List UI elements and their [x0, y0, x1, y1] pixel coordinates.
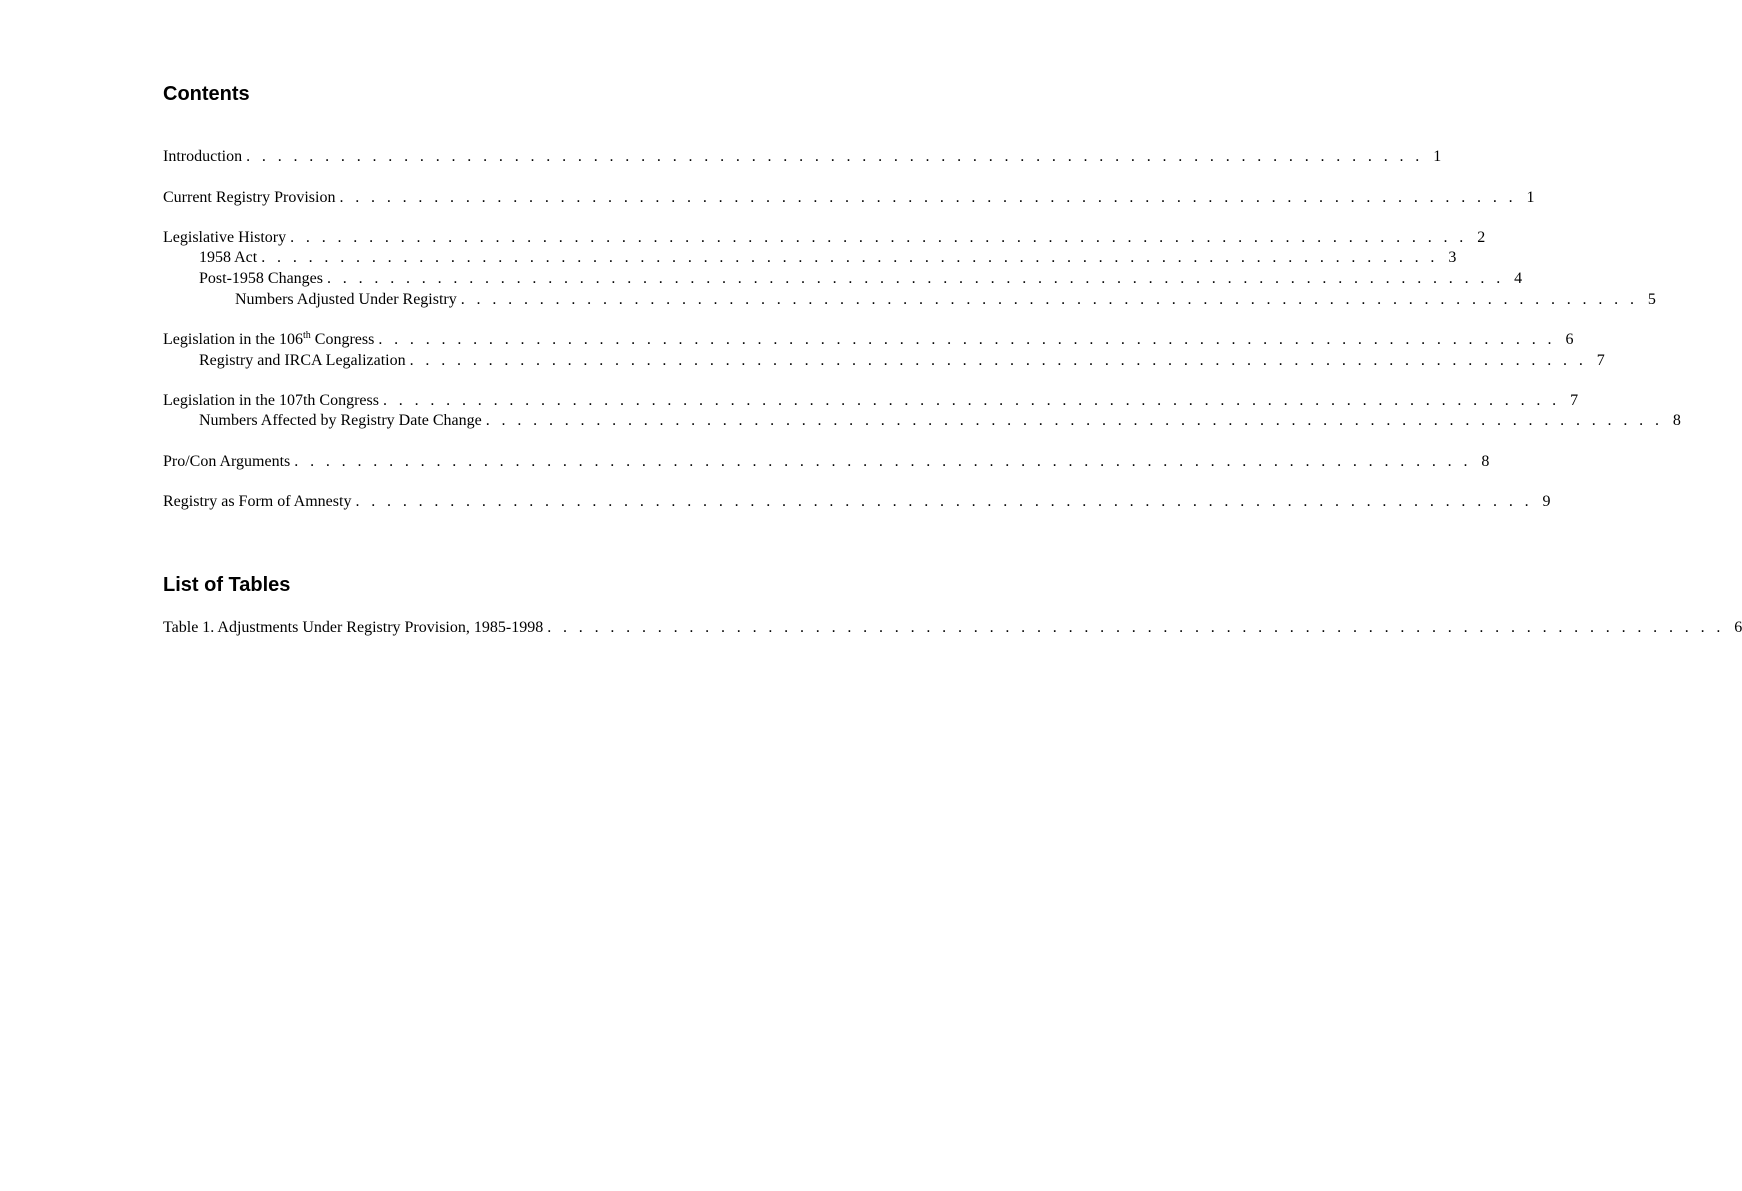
toc-entry-1958-act[interactable] [163, 248, 1457, 268]
toc-entry-title: Numbers Affected by Registry Date Change [199, 411, 486, 431]
toc-page-number: 5 [1647, 291, 1656, 308]
toc-page-number: 6 [1565, 331, 1574, 348]
toc-page-number: 8 [1672, 412, 1681, 429]
toc-entry-title-pre: Legislation in the 106 [163, 331, 303, 348]
toc-entry-title-post: Congress [310, 331, 375, 348]
toc-entry-legislation-106th[interactable] [163, 330, 1574, 350]
toc-entry-title [163, 330, 378, 350]
toc-page-number: 7 [1596, 352, 1605, 369]
toc-page-number: 6 [1734, 619, 1742, 636]
toc-entry-title: Current Registry Provision [163, 188, 339, 208]
dot-leader: . . . . . . . . . . . . . . . . . . . . . . . . . . . . . . . . . . . . . . . . . . . . . . . . . . . . . . . . . . . . . . . . . . . . . . . . . . . [409, 352, 1587, 369]
toc-page-number: 1 [1433, 148, 1442, 165]
contents-heading: Contents [163, 83, 250, 105]
toc-page-number: 9 [1542, 493, 1551, 510]
toc-page-number: 2 [1477, 229, 1486, 246]
toc-entry-registry-irca[interactable] [163, 351, 1605, 371]
toc-entry-title: Registry as Form of Amnesty [163, 492, 355, 512]
dot-leader: . . . . . . . . . . . . . . . . . . . . . . . . . . . . . . . . . . . . . . . . . . . . . . . . . . . . . . . . . . . . . . . . . . . . . . . . . . . [378, 331, 1556, 348]
dot-leader: . . . . . . . . . . . . . . . . . . . . . . . . . . . . . . . . . . . . . . . . . . . . . . . . . . . . . . . . . . . . . . . . . . . . . . . . . . . [261, 249, 1439, 266]
toc-entry-pro-con[interactable] [163, 452, 1490, 472]
toc-entry-title: Registry and IRCA Legalization [199, 351, 410, 371]
dot-leader: . . . . . . . . . . . . . . . . . . . . . . . . . . . . . . . . . . . . . . . . . . . . . . . . . . . . . . . . . . . . . . . . . . . . . . . . . . . [382, 392, 1561, 409]
toc-entry-legislation-107th[interactable] [163, 391, 1579, 411]
toc-entry-title: Introduction [163, 147, 246, 167]
toc-page-number: 7 [1570, 392, 1579, 409]
toc-entry-title: Pro/Con Arguments [163, 452, 294, 472]
dot-leader: . . . . . . . . . . . . . . . . . . . . . . . . . . . . . . . . . . . . . . . . . . . . . . . . . . . . . . . . . . . . . . . . . . . . . . . . . . . [485, 412, 1663, 429]
toc-entry-table-1[interactable] [163, 618, 1742, 638]
dot-leader: . . . . . . . . . . . . . . . . . . . . . . . . . . . . . . . . . . . . . . . . . . . . . . . . . . . . . . . . . . . . . . . . . . . . . . . . . . . [339, 189, 1517, 206]
toc-entry-title: 1958 Act [199, 248, 261, 268]
toc-page-number: 4 [1514, 270, 1523, 287]
toc-entry-numbers-affected[interactable] [163, 411, 1681, 431]
toc-entry-title: Legislative History [163, 228, 290, 248]
dot-leader: . . . . . . . . . . . . . . . . . . . . . . . . . . . . . . . . . . . . . . . . . . . . . . . . . . . . . . . . . . . . . . . . . . . . . . . . . . . [246, 148, 1424, 165]
toc-entry-registry-amnesty[interactable] [163, 492, 1551, 512]
list-of-tables-heading: List of Tables [163, 574, 291, 596]
toc-entry-title: Numbers Adjusted Under Registry [235, 290, 461, 310]
toc-entry-title: Post-1958 Changes [199, 269, 327, 289]
toc-entry-introduction[interactable] [163, 147, 1442, 167]
dot-leader: . . . . . . . . . . . . . . . . . . . . . . . . . . . . . . . . . . . . . . . . . . . . . . . . . . . . . . . . . . . . . . . . . . . . . . . . . . . [547, 619, 1725, 636]
dot-leader: . . . . . . . . . . . . . . . . . . . . . . . . . . . . . . . . . . . . . . . . . . . . . . . . . . . . . . . . . . . . . . . . . . . . . . . . . . . [355, 493, 1533, 510]
toc-page-number: 3 [1448, 249, 1457, 266]
toc-page-number: 1 [1526, 189, 1535, 206]
toc-entry-title: Legislation in the 107th Congress [163, 391, 383, 411]
toc-entry-title: Table 1. Adjustments Under Registry Provision, 1985-1998 [163, 618, 547, 638]
toc-entry-legislative-history[interactable] [163, 228, 1486, 248]
dot-leader: . . . . . . . . . . . . . . . . . . . . . . . . . . . . . . . . . . . . . . . . . . . . . . . . . . . . . . . . . . . . . . . . . . . . . . . . . . . [327, 270, 1505, 287]
toc-entry-post-1958-changes[interactable] [163, 269, 1523, 289]
dot-leader: . . . . . . . . . . . . . . . . . . . . . . . . . . . . . . . . . . . . . . . . . . . . . . . . . . . . . . . . . . . . . . . . . . . . . . . . . . . [290, 229, 1468, 246]
toc-entry-current-registry-provision[interactable] [163, 188, 1535, 208]
ordinal-superscript: th [302, 330, 311, 341]
dot-leader: . . . . . . . . . . . . . . . . . . . . . . . . . . . . . . . . . . . . . . . . . . . . . . . . . . . . . . . . . . . . . . . . . . . . . . . . . . . [460, 291, 1638, 308]
toc-page-number: 8 [1481, 453, 1490, 470]
dot-leader: . . . . . . . . . . . . . . . . . . . . . . . . . . . . . . . . . . . . . . . . . . . . . . . . . . . . . . . . . . . . . . . . . . . . . . . . . . . [294, 453, 1472, 470]
toc-entry-numbers-adjusted[interactable] [163, 290, 1656, 310]
